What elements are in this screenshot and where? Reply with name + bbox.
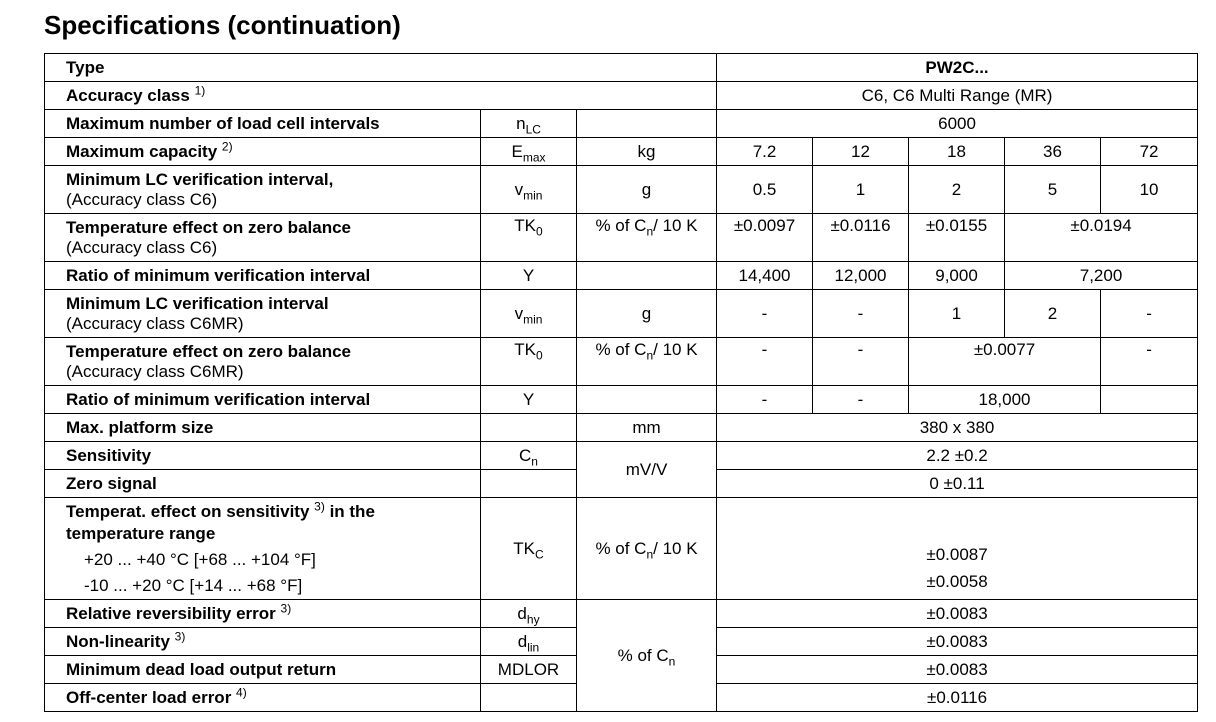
y-c6-value: 14,400 xyxy=(717,262,813,290)
tk0-c6mr-unit: % of $C_n/$ 10 K xyxy=(577,338,717,386)
y-c6mr-symbol: Y xyxy=(481,386,577,414)
intervals-unit xyxy=(577,110,717,138)
y-c6mr-value: - xyxy=(813,386,909,414)
platform-symbol xyxy=(481,414,577,442)
row-tkc xyxy=(45,498,1198,600)
type-value: PW2C... xyxy=(717,54,1198,82)
tkc-value-1: ±0.0087 xyxy=(926,545,988,564)
y-c6mr-value: 18,000 xyxy=(909,386,1101,414)
y-c6mr-label: Ratio of minimum verification interval xyxy=(45,386,481,414)
tk0-c6mr-symbol: $TK_0$ xyxy=(481,338,577,386)
accuracy-label: Accuracy class $^{1)}$ xyxy=(45,82,717,110)
row-platform-size xyxy=(45,414,1198,442)
tk0-c6mr-value: ±0.0077 xyxy=(909,338,1101,386)
vmin-c6-value: 2 xyxy=(909,166,1005,214)
off-center-value: ±0.0116 xyxy=(717,684,1198,712)
vmin-c6-value: 0.5 xyxy=(717,166,813,214)
mdlor-value: ±0.0083 xyxy=(717,656,1198,684)
platform-label: Max. platform size xyxy=(45,414,481,442)
accuracy-value: C6, C6 Multi Range (MR) xyxy=(717,82,1198,110)
zero-signal-label: Zero signal xyxy=(45,470,481,498)
row-type xyxy=(45,54,1198,82)
sensitivity-symbol: $C_n$ xyxy=(481,442,577,470)
vmin-c6-unit: g xyxy=(577,166,717,214)
y-c6-symbol: Y xyxy=(481,262,577,290)
reversibility-label: Relative reversibility error $^{3)}$ xyxy=(45,600,481,628)
vmin-c6mr-value: 1 xyxy=(909,290,1005,338)
page-title: Specifications (continuation) xyxy=(44,10,401,40)
row-intervals xyxy=(45,110,1198,138)
tk0-c6-value: ±0.0116 xyxy=(813,214,909,262)
tk0-c6-value: ±0.0155 xyxy=(909,214,1005,262)
capacity-label: Maximum capacity $^{2)}$ xyxy=(45,138,481,166)
vmin-c6-label: Minimum LC verification interval, (Accuracy class C6) xyxy=(45,166,481,214)
sensitivity-value: 2.2 ±0.2 xyxy=(717,442,1198,470)
vmin-c6mr-value: - xyxy=(813,290,909,338)
mdlor-symbol: MDLOR xyxy=(481,656,577,684)
tkc-value-2: ±0.0058 xyxy=(926,572,988,591)
y-c6mr-value xyxy=(1101,386,1198,414)
tk0-c6-symbol: $TK_0$ xyxy=(481,214,577,262)
platform-value: 380 x 380 xyxy=(717,414,1198,442)
y-c6-value: 12,000 xyxy=(813,262,909,290)
capacity-value: 7.2 xyxy=(717,138,813,166)
reversibility-symbol: $d_{hy}$ xyxy=(481,600,577,628)
type-label: Type xyxy=(45,54,717,82)
non-linearity-label: Non-linearity $^{3)}$ xyxy=(45,628,481,656)
sensitivity-label: Sensitivity xyxy=(45,442,481,470)
vmin-c6-value: 5 xyxy=(1005,166,1101,214)
intervals-symbol: $n_{LC}$ xyxy=(481,110,577,138)
tk0-c6-label: Temperature effect on zero balance (Accuracy class C6) xyxy=(45,214,481,262)
vmin-c6mr-value: - xyxy=(717,290,813,338)
tk0-c6mr-value: - xyxy=(813,338,909,386)
specifications-table xyxy=(44,53,1198,712)
non-linearity-value: ±0.0083 xyxy=(717,628,1198,656)
row-sensitivity xyxy=(45,442,1198,470)
y-c6mr-value: - xyxy=(717,386,813,414)
tk0-c6-value: ±0.0097 xyxy=(717,214,813,262)
row-vmin-c6 xyxy=(45,166,1198,214)
row-y-c6 xyxy=(45,262,1198,290)
tk0-c6mr-value: - xyxy=(717,338,813,386)
platform-unit: mm xyxy=(577,414,717,442)
row-vmin-c6mr xyxy=(45,290,1198,338)
capacity-unit: kg xyxy=(577,138,717,166)
tk0-c6-value: ±0.0194 xyxy=(1005,214,1198,262)
intervals-label: Maximum number of load cell intervals xyxy=(45,110,481,138)
intervals-value: 6000 xyxy=(717,110,1198,138)
percent-unit: % of $C_n$ xyxy=(577,600,717,712)
y-c6-label: Ratio of minimum verification interval xyxy=(45,262,481,290)
tk0-c6mr-label: Temperature effect on zero balance (Accuracy class C6MR) xyxy=(45,338,481,386)
zero-signal-value: 0 ±0.11 xyxy=(717,470,1198,498)
vmin-c6mr-label: Minimum LC verification interval (Accuracy class C6MR) xyxy=(45,290,481,338)
capacity-symbol: $E_{max}$ xyxy=(481,138,577,166)
row-tk0-c6 xyxy=(45,214,1198,262)
vmin-c6mr-value: - xyxy=(1101,290,1198,338)
reversibility-value: ±0.0083 xyxy=(717,600,1198,628)
y-c6-value: 9,000 xyxy=(909,262,1005,290)
row-y-c6mr xyxy=(45,386,1198,414)
off-center-symbol xyxy=(481,684,577,712)
non-linearity-symbol: $d_{lin}$ xyxy=(481,628,577,656)
y-c6-value: 7,200 xyxy=(1005,262,1198,290)
vmin-c6-value: 1 xyxy=(813,166,909,214)
row-capacity xyxy=(45,138,1198,166)
y-c6-unit xyxy=(577,262,717,290)
vmin-c6mr-value: 2 xyxy=(1005,290,1101,338)
tkc-label: Temperat. effect on sensitivity $^{3)}$ in the temperature range +20 ... +40 °C [+68 ... +104 °F] -10 ... +20 °C [+14 ... +68 °F] xyxy=(45,498,481,600)
tkc-symbol: $TK_C$ xyxy=(481,498,577,600)
capacity-value: 72 xyxy=(1101,138,1198,166)
vmin-c6-value: 10 xyxy=(1101,166,1198,214)
vmin-c6mr-symbol: $v_{min}$ xyxy=(481,290,577,338)
tk0-c6-unit: % of $C_n/$ 10 K xyxy=(577,214,717,262)
y-c6mr-unit xyxy=(577,386,717,414)
capacity-value: 12 xyxy=(813,138,909,166)
row-accuracy-class xyxy=(45,82,1198,110)
zero-signal-symbol xyxy=(481,470,577,498)
vmin-c6-symbol: $v_{min}$ xyxy=(481,166,577,214)
capacity-value: 36 xyxy=(1005,138,1101,166)
off-center-label: Off-center load error $^{4)}$ xyxy=(45,684,481,712)
row-tk0-c6mr xyxy=(45,338,1198,386)
sensitivity-unit: mV/V xyxy=(577,442,717,498)
tkc-values xyxy=(717,498,1198,600)
row-reversibility xyxy=(45,600,1198,628)
tk0-c6mr-value: - xyxy=(1101,338,1198,386)
capacity-value: 18 xyxy=(909,138,1005,166)
vmin-c6mr-unit: g xyxy=(577,290,717,338)
mdlor-label: Minimum dead load output return xyxy=(45,656,481,684)
tkc-unit: % of $C_n/$ 10 K xyxy=(577,498,717,600)
